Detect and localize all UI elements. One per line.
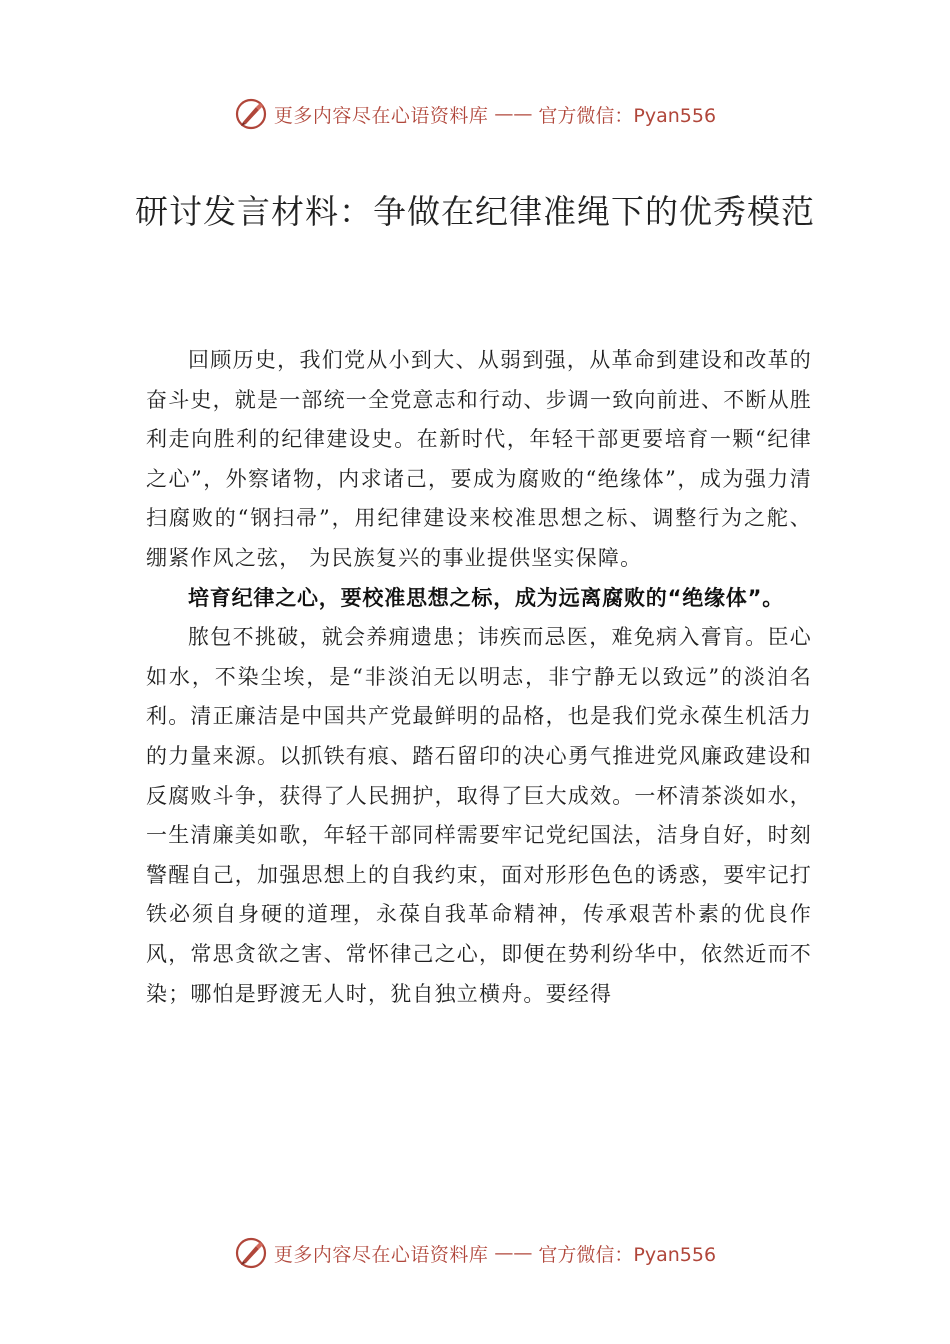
document-title: 研讨发言材料：争做在纪律准绳下的优秀模范 [135, 192, 815, 231]
banner-main-text: 更多内容尽在心语资料库 [273, 1243, 489, 1266]
banner-main-text: 更多内容尽在心语资料库 [273, 104, 489, 127]
section-heading: 培育纪律之心，要校准思想之标，成为远离腐败的“绝缘体”。 [188, 585, 785, 610]
paragraph-intro: 回顾历史，我们党从小到大、从弱到强，从革命到建设和改革的奋斗史，就是一部统一全党意志和行动、步调一致向前进、不断从胜利走向胜利的纪律建设史。在新时代，年轻干部更要培育一颗“纪律之心”，外察诸物，内求诸己，要成为腐败的“绝缘体”，成为强力清扫腐败的“钢扫帚”，用纪律建设来校准思想之标、调整行为之舵、绷紧作风之弦， 为民族复兴的事业提供坚实保障。 [146, 348, 812, 570]
paragraph-body: 脓包不挑破，就会养痈遗患；讳疾而忌医，难免病入膏肓。臣心如水，不染尘埃，是“非淡泊无以明志，非宁静无以致远”的淡泊名利。清正廉洁是中国共产党最鲜明的品格，也是我们党永葆生机活力的力量来源。以抓铁有痕、踏石留印的决心勇气推进党风廉政建设和反腐败斗争，获得了人民拥护，取得了巨大成效。一杯清茶淡如水，一生清廉美如歌，年轻干部同样需要牢记党纪国法，洁身自好，时刻警醒自己，加强思想上的自我约束，面对形形色色的诱惑，要牢记打铁必须自身硬的道理，永葆自我革命精神，传承艰苦朴素的优良作风，常思贪欲之害、常怀律己之心，即便在势利纷华中，依然近而不染；哪怕是野渡无人时，犹自独立横舟。要经得 [146, 625, 812, 1006]
banner-dash: —— [494, 103, 533, 125]
pen-logo-icon [234, 1236, 268, 1270]
pen-logo-icon [234, 97, 268, 131]
footer-banner [0, 1233, 950, 1273]
banner-wechat-text: 官方微信：Pyan556 [538, 104, 717, 127]
document-body [146, 341, 812, 1014]
banner-dash: —— [494, 1242, 533, 1264]
header-banner [0, 94, 950, 134]
banner-wechat-text: 官方微信：Pyan556 [538, 1243, 717, 1266]
